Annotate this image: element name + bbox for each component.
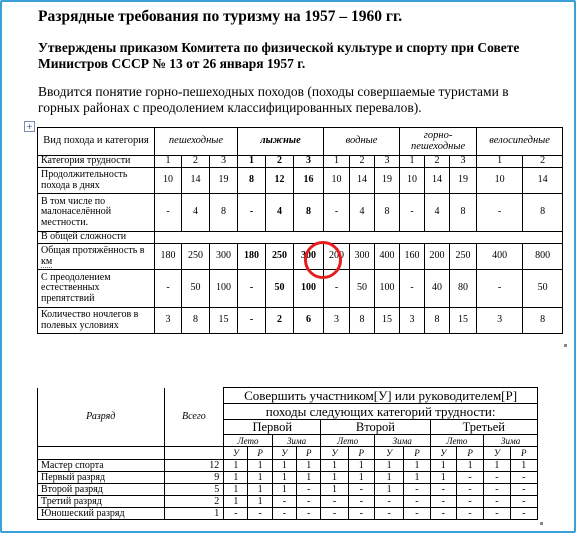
season-winter: Зима bbox=[272, 435, 321, 447]
cell: 3 bbox=[450, 156, 477, 168]
cell: 1 bbox=[477, 156, 523, 168]
table-resize-handle[interactable] bbox=[564, 344, 567, 347]
role-participant: У bbox=[272, 447, 296, 460]
cell: 1 bbox=[324, 156, 350, 168]
cell: 400 bbox=[477, 244, 523, 270]
table-row bbox=[38, 460, 538, 472]
cell: 2 bbox=[266, 156, 294, 168]
table-row bbox=[38, 484, 538, 496]
cell: 80 bbox=[450, 270, 477, 308]
cell: - bbox=[238, 270, 266, 308]
cell: 1 bbox=[400, 156, 425, 168]
row-label: Категория трудности bbox=[38, 156, 155, 168]
cell: 100 bbox=[294, 270, 324, 308]
cell: 14 bbox=[182, 168, 210, 194]
cell: 4 bbox=[425, 194, 450, 232]
cell: 40 bbox=[425, 270, 450, 308]
cell: - bbox=[456, 472, 483, 484]
roles-row bbox=[38, 447, 538, 460]
total-header: Всего bbox=[164, 388, 224, 447]
table-resize-handle[interactable] bbox=[540, 522, 543, 525]
group-water: водные bbox=[324, 128, 400, 156]
cell: 8 bbox=[210, 194, 238, 232]
cell: - bbox=[510, 484, 537, 496]
cell: - bbox=[430, 508, 456, 520]
cell: 8 bbox=[182, 308, 210, 334]
cell: 1 bbox=[224, 472, 248, 484]
rank-name: Третий разряд bbox=[38, 496, 165, 508]
cell: 12 bbox=[266, 168, 294, 194]
cell: 3 bbox=[375, 156, 400, 168]
cell: 1 bbox=[248, 472, 272, 484]
duration-row bbox=[38, 168, 563, 194]
cell: 1 bbox=[272, 472, 296, 484]
cell: 1 bbox=[404, 460, 430, 472]
cell: - bbox=[510, 508, 537, 520]
rank-total: 2 bbox=[164, 496, 224, 508]
row-label: С преодолением естественных препятствий bbox=[38, 270, 155, 308]
cell: 1 bbox=[248, 484, 272, 496]
cell: 1 bbox=[321, 472, 348, 484]
cell: 8 bbox=[375, 194, 400, 232]
cell: 4 bbox=[350, 194, 375, 232]
season-summer: Лето bbox=[321, 435, 375, 447]
cell: 8 bbox=[294, 194, 324, 232]
rank-total: 9 bbox=[164, 472, 224, 484]
cell: - bbox=[272, 508, 296, 520]
cell: 3 bbox=[324, 308, 350, 334]
cell: - bbox=[321, 508, 348, 520]
intro-paragraph: Вводится понятие горно-пешеходных походов (походы совершаемые туристами в горных районах с преодолением классифицированных перевалов). bbox=[38, 84, 509, 115]
cell: - bbox=[404, 484, 430, 496]
cell: 2 bbox=[425, 156, 450, 168]
cell: - bbox=[484, 508, 510, 520]
cell: - bbox=[484, 484, 510, 496]
cell: - bbox=[456, 508, 483, 520]
length-label: Общая протяжённость в bbox=[41, 245, 145, 256]
obstacles-row bbox=[38, 270, 563, 308]
row-label: В общей сложности bbox=[38, 232, 155, 244]
cell: 250 bbox=[266, 244, 294, 270]
cell: - bbox=[404, 508, 430, 520]
cell: 1 bbox=[510, 460, 537, 472]
cell: 15 bbox=[450, 308, 477, 334]
cell: 1 bbox=[238, 156, 266, 168]
cell: - bbox=[321, 496, 348, 508]
cell: 19 bbox=[210, 168, 238, 194]
cell: 1 bbox=[404, 472, 430, 484]
rank-header: Разряд bbox=[38, 388, 165, 447]
cell: - bbox=[510, 496, 537, 508]
cell: - bbox=[155, 194, 182, 232]
cell: - bbox=[324, 270, 350, 308]
empty-cell bbox=[164, 447, 224, 460]
cell: 1 bbox=[374, 460, 403, 472]
cell: 1 bbox=[374, 484, 403, 496]
document-page bbox=[2, 2, 574, 531]
group-foot: пешеходные bbox=[155, 128, 238, 156]
cell: - bbox=[374, 508, 403, 520]
cell: - bbox=[477, 194, 523, 232]
cell: 8 bbox=[523, 194, 563, 232]
level-second: Второй bbox=[321, 420, 430, 435]
length-unit: км bbox=[41, 255, 53, 267]
cell: 1 bbox=[348, 460, 374, 472]
cell: 1 bbox=[297, 472, 321, 484]
group-ski: лыжные bbox=[238, 128, 324, 156]
row-label: Продолжительность похода в днях bbox=[38, 168, 155, 194]
season-summer: Лето bbox=[224, 435, 273, 447]
cell: 19 bbox=[450, 168, 477, 194]
cell: 1 bbox=[224, 460, 248, 472]
cell: 1 bbox=[348, 472, 374, 484]
season-summer: Лето bbox=[430, 435, 484, 447]
cell: 300 bbox=[350, 244, 375, 270]
cell: 1 bbox=[224, 484, 248, 496]
cell: 14 bbox=[350, 168, 375, 194]
cell: 2 bbox=[182, 156, 210, 168]
cell: - bbox=[404, 496, 430, 508]
cell: 8 bbox=[425, 308, 450, 334]
cell: 8 bbox=[350, 308, 375, 334]
role-leader: Р bbox=[404, 447, 430, 460]
cell: - bbox=[400, 270, 425, 308]
row-label: Количество ночлегов в полевых условиях bbox=[38, 308, 155, 334]
cell: 200 bbox=[425, 244, 450, 270]
decree-paragraph: Утверждены приказом Комитета по физической культуре и спорту при Совете Министров СССР № 13 от 26 января 1957 г. bbox=[38, 40, 520, 71]
cell: - bbox=[248, 508, 272, 520]
season-winter: Зима bbox=[484, 435, 538, 447]
cell: 1 bbox=[321, 460, 348, 472]
cell: - bbox=[430, 496, 456, 508]
cell: 100 bbox=[375, 270, 400, 308]
group-bicycle: велосипедные bbox=[477, 128, 563, 156]
level-first: Первой bbox=[224, 420, 321, 435]
role-leader: Р bbox=[510, 447, 537, 460]
role-leader: Р bbox=[248, 447, 272, 460]
requirement-header-2: походы следующих категорий трудности: bbox=[224, 404, 538, 420]
rank-total: 12 bbox=[164, 460, 224, 472]
table-row bbox=[38, 472, 538, 484]
cell: - bbox=[348, 496, 374, 508]
cell: 8 bbox=[238, 168, 266, 194]
cell: 50 bbox=[266, 270, 294, 308]
cell: 800 bbox=[523, 244, 563, 270]
cell: 2 bbox=[523, 156, 563, 168]
cell: 50 bbox=[182, 270, 210, 308]
cell: 250 bbox=[450, 244, 477, 270]
role-participant: У bbox=[374, 447, 403, 460]
cell: 1 bbox=[155, 156, 182, 168]
row-label bbox=[38, 244, 155, 270]
cell: 1 bbox=[321, 484, 348, 496]
table-row bbox=[38, 508, 538, 520]
cell: 3 bbox=[155, 308, 182, 334]
table-row bbox=[38, 496, 538, 508]
empty-cell bbox=[38, 447, 165, 460]
role-participant: У bbox=[430, 447, 456, 460]
cell: 10 bbox=[155, 168, 182, 194]
cell: - bbox=[224, 508, 248, 520]
cell: 100 bbox=[210, 270, 238, 308]
cell: 10 bbox=[400, 168, 425, 194]
empty-cell bbox=[155, 232, 563, 244]
cell: - bbox=[297, 508, 321, 520]
role-leader: Р bbox=[456, 447, 483, 460]
cell: - bbox=[456, 496, 483, 508]
table-move-handle-icon[interactable]: + bbox=[24, 121, 35, 132]
cell: 180 bbox=[238, 244, 266, 270]
length-row bbox=[38, 244, 563, 270]
cell: 14 bbox=[523, 168, 563, 194]
cell: 1 bbox=[224, 496, 248, 508]
document-title: Разрядные требования по туризму на 1957 – 1960 гг. bbox=[38, 8, 403, 25]
cell: 1 bbox=[272, 484, 296, 496]
cell: 400 bbox=[375, 244, 400, 270]
cell: 6 bbox=[294, 308, 324, 334]
complexity-row bbox=[38, 232, 563, 244]
role-participant: У bbox=[484, 447, 510, 460]
cell: - bbox=[297, 496, 321, 508]
cell: 2 bbox=[266, 308, 294, 334]
rank-name: Мастер спорта bbox=[38, 460, 165, 472]
red-highlight-circle bbox=[304, 241, 342, 279]
role-participant: У bbox=[224, 447, 248, 460]
row-label: В том числе по малонаселённой местности. bbox=[38, 194, 155, 232]
cell: - bbox=[374, 496, 403, 508]
season-winter: Зима bbox=[374, 435, 430, 447]
cell: 50 bbox=[523, 270, 563, 308]
role-participant: У bbox=[321, 447, 348, 460]
cell: 1 bbox=[456, 460, 483, 472]
cell: 4 bbox=[182, 194, 210, 232]
cell: 19 bbox=[375, 168, 400, 194]
cell: - bbox=[155, 270, 182, 308]
cell: 1 bbox=[297, 460, 321, 472]
role-leader: Р bbox=[297, 447, 321, 460]
rank-name: Юношеский разряд bbox=[38, 508, 165, 520]
requirements-table bbox=[37, 127, 563, 334]
cell: - bbox=[238, 308, 266, 334]
cell: - bbox=[400, 194, 425, 232]
nights-row bbox=[38, 308, 563, 334]
category-row bbox=[38, 156, 563, 168]
cell: - bbox=[238, 194, 266, 232]
cell: 200 bbox=[324, 244, 350, 270]
cell: 160 bbox=[400, 244, 425, 270]
group-mountain: горно-пешеходные bbox=[400, 128, 477, 156]
cell: - bbox=[348, 508, 374, 520]
cell: 10 bbox=[324, 168, 350, 194]
cell: 250 bbox=[182, 244, 210, 270]
rank-total: 5 bbox=[164, 484, 224, 496]
cell: 8 bbox=[523, 308, 563, 334]
cell: 300 bbox=[210, 244, 238, 270]
cell: 1 bbox=[374, 472, 403, 484]
cell: 10 bbox=[477, 168, 523, 194]
cell: 3 bbox=[210, 156, 238, 168]
cell: - bbox=[510, 472, 537, 484]
rank-name: Второй разряд bbox=[38, 484, 165, 496]
rank-total: 1 bbox=[164, 508, 224, 520]
role-leader: Р bbox=[348, 447, 374, 460]
cell: 1 bbox=[484, 460, 510, 472]
cell: 1 bbox=[430, 460, 456, 472]
cell: 4 bbox=[266, 194, 294, 232]
cell: 50 bbox=[350, 270, 375, 308]
ranks-table bbox=[37, 387, 538, 520]
cell: - bbox=[484, 472, 510, 484]
cell: 15 bbox=[375, 308, 400, 334]
level-third: Третьей bbox=[430, 420, 537, 435]
cell: 2 bbox=[350, 156, 375, 168]
cell: 1 bbox=[272, 460, 296, 472]
cell: - bbox=[456, 484, 483, 496]
cell: - bbox=[348, 484, 374, 496]
remote-row bbox=[38, 194, 563, 232]
cell: - bbox=[477, 270, 523, 308]
cell: 1 bbox=[430, 472, 456, 484]
cell: 3 bbox=[400, 308, 425, 334]
requirement-header-1: Совершить участником[У] или руководителем[Р] bbox=[224, 388, 538, 404]
hike-type-header: Вид похода и категория bbox=[38, 128, 155, 156]
cell: - bbox=[272, 496, 296, 508]
cell: 8 bbox=[450, 194, 477, 232]
cell: 3 bbox=[477, 308, 523, 334]
cell: 15 bbox=[210, 308, 238, 334]
cell: 14 bbox=[425, 168, 450, 194]
cell: 180 bbox=[155, 244, 182, 270]
cell: 16 bbox=[294, 168, 324, 194]
rank-name: Первый разряд bbox=[38, 472, 165, 484]
cell: 1 bbox=[248, 496, 272, 508]
cell: 3 bbox=[294, 156, 324, 168]
highlighted-cell: 300 bbox=[294, 244, 324, 270]
cell: 1 bbox=[248, 460, 272, 472]
cell: - bbox=[484, 496, 510, 508]
cell: - bbox=[430, 484, 456, 496]
cell: - bbox=[297, 484, 321, 496]
cell: - bbox=[324, 194, 350, 232]
